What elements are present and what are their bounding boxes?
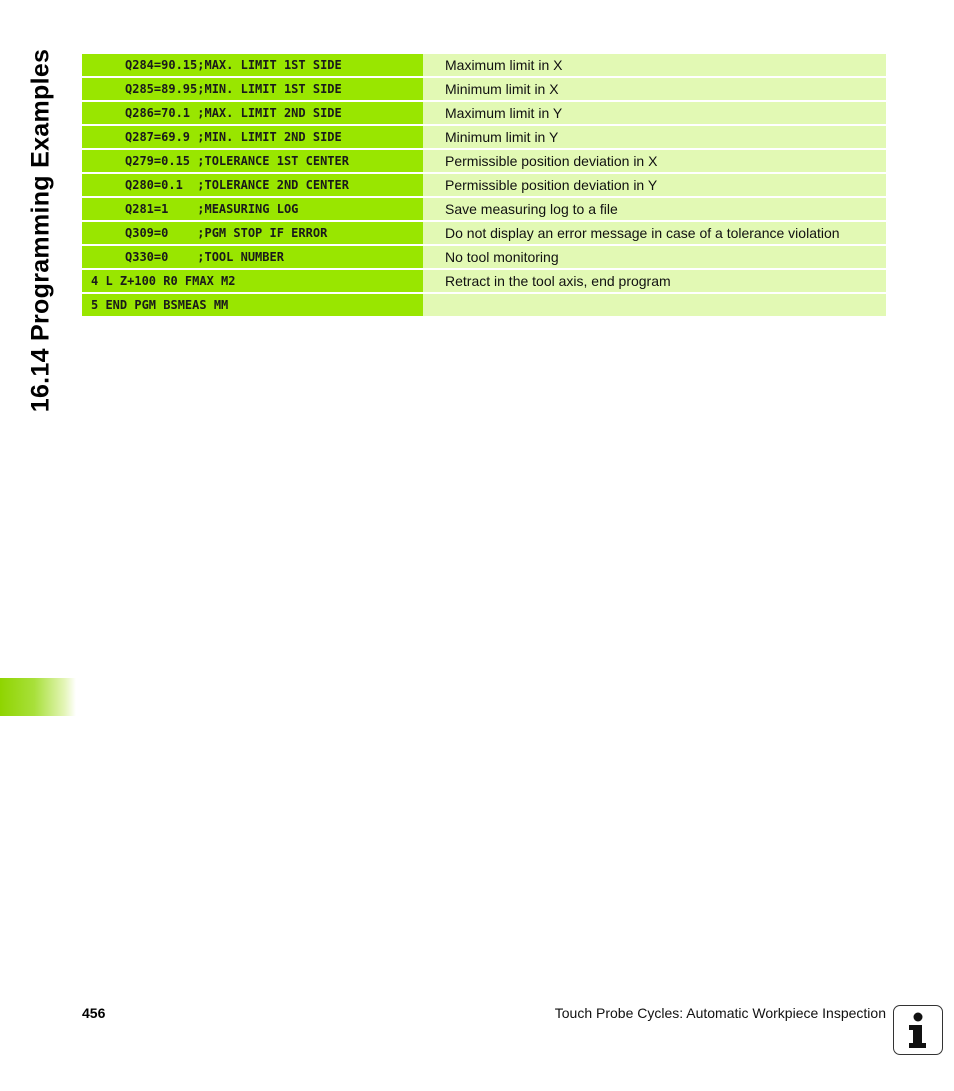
description-cell: Permissible position deviation in X — [423, 150, 886, 172]
description-cell: Maximum limit in X — [423, 54, 886, 76]
nc-code-cell: Q309=0 ;PGM STOP IF ERROR — [82, 222, 423, 244]
table-row — [82, 126, 886, 148]
description-cell: Retract in the tool axis, end program — [423, 270, 886, 292]
program-listing-table — [82, 54, 886, 318]
nc-code-cell: Q279=0.15 ;TOLERANCE 1ST CENTER — [82, 150, 423, 172]
nc-code-cell: Q285=89.95;MIN. LIMIT 1ST SIDE — [82, 78, 423, 100]
description-cell: Permissible position deviation in Y — [423, 174, 886, 196]
description-cell — [423, 294, 886, 316]
nc-code-cell: Q286=70.1 ;MAX. LIMIT 2ND SIDE — [82, 102, 423, 124]
page-number: 456 — [82, 1005, 106, 1021]
nc-code-cell: 5 END PGM BSMEAS MM — [82, 294, 423, 316]
nc-code-cell: Q284=90.15;MAX. LIMIT 1ST SIDE — [82, 54, 423, 76]
chapter-title: Touch Probe Cycles: Automatic Workpiece Inspection — [554, 1005, 886, 1021]
table-row — [82, 198, 886, 220]
description-cell: Save measuring log to a file — [423, 198, 886, 220]
description-cell: Do not display an error message in case of a tolerance violation — [423, 222, 886, 244]
nc-code-cell: Q281=1 ;MEASURING LOG — [82, 198, 423, 220]
info-icon — [893, 1005, 943, 1055]
table-row — [82, 78, 886, 100]
description-cell: No tool monitoring — [423, 246, 886, 268]
table-row — [82, 222, 886, 244]
description-cell: Minimum limit in X — [423, 78, 886, 100]
section-title — [18, 40, 64, 420]
section-title-text: 16.14 Programming Examples — [26, 48, 55, 412]
nc-code-cell: 4 L Z+100 R0 FMAX M2 — [82, 270, 423, 292]
table-row — [82, 150, 886, 172]
table-row — [82, 102, 886, 124]
description-cell: Minimum limit in Y — [423, 126, 886, 148]
description-cell: Maximum limit in Y — [423, 102, 886, 124]
table-row — [82, 294, 886, 316]
chapter-tab-marker — [0, 678, 76, 716]
table-row — [82, 174, 886, 196]
table-row — [82, 270, 886, 292]
nc-code-cell: Q330=0 ;TOOL NUMBER — [82, 246, 423, 268]
nc-code-cell: Q287=69.9 ;MIN. LIMIT 2ND SIDE — [82, 126, 423, 148]
table-row — [82, 246, 886, 268]
table-row — [82, 54, 886, 76]
nc-code-cell: Q280=0.1 ;TOLERANCE 2ND CENTER — [82, 174, 423, 196]
